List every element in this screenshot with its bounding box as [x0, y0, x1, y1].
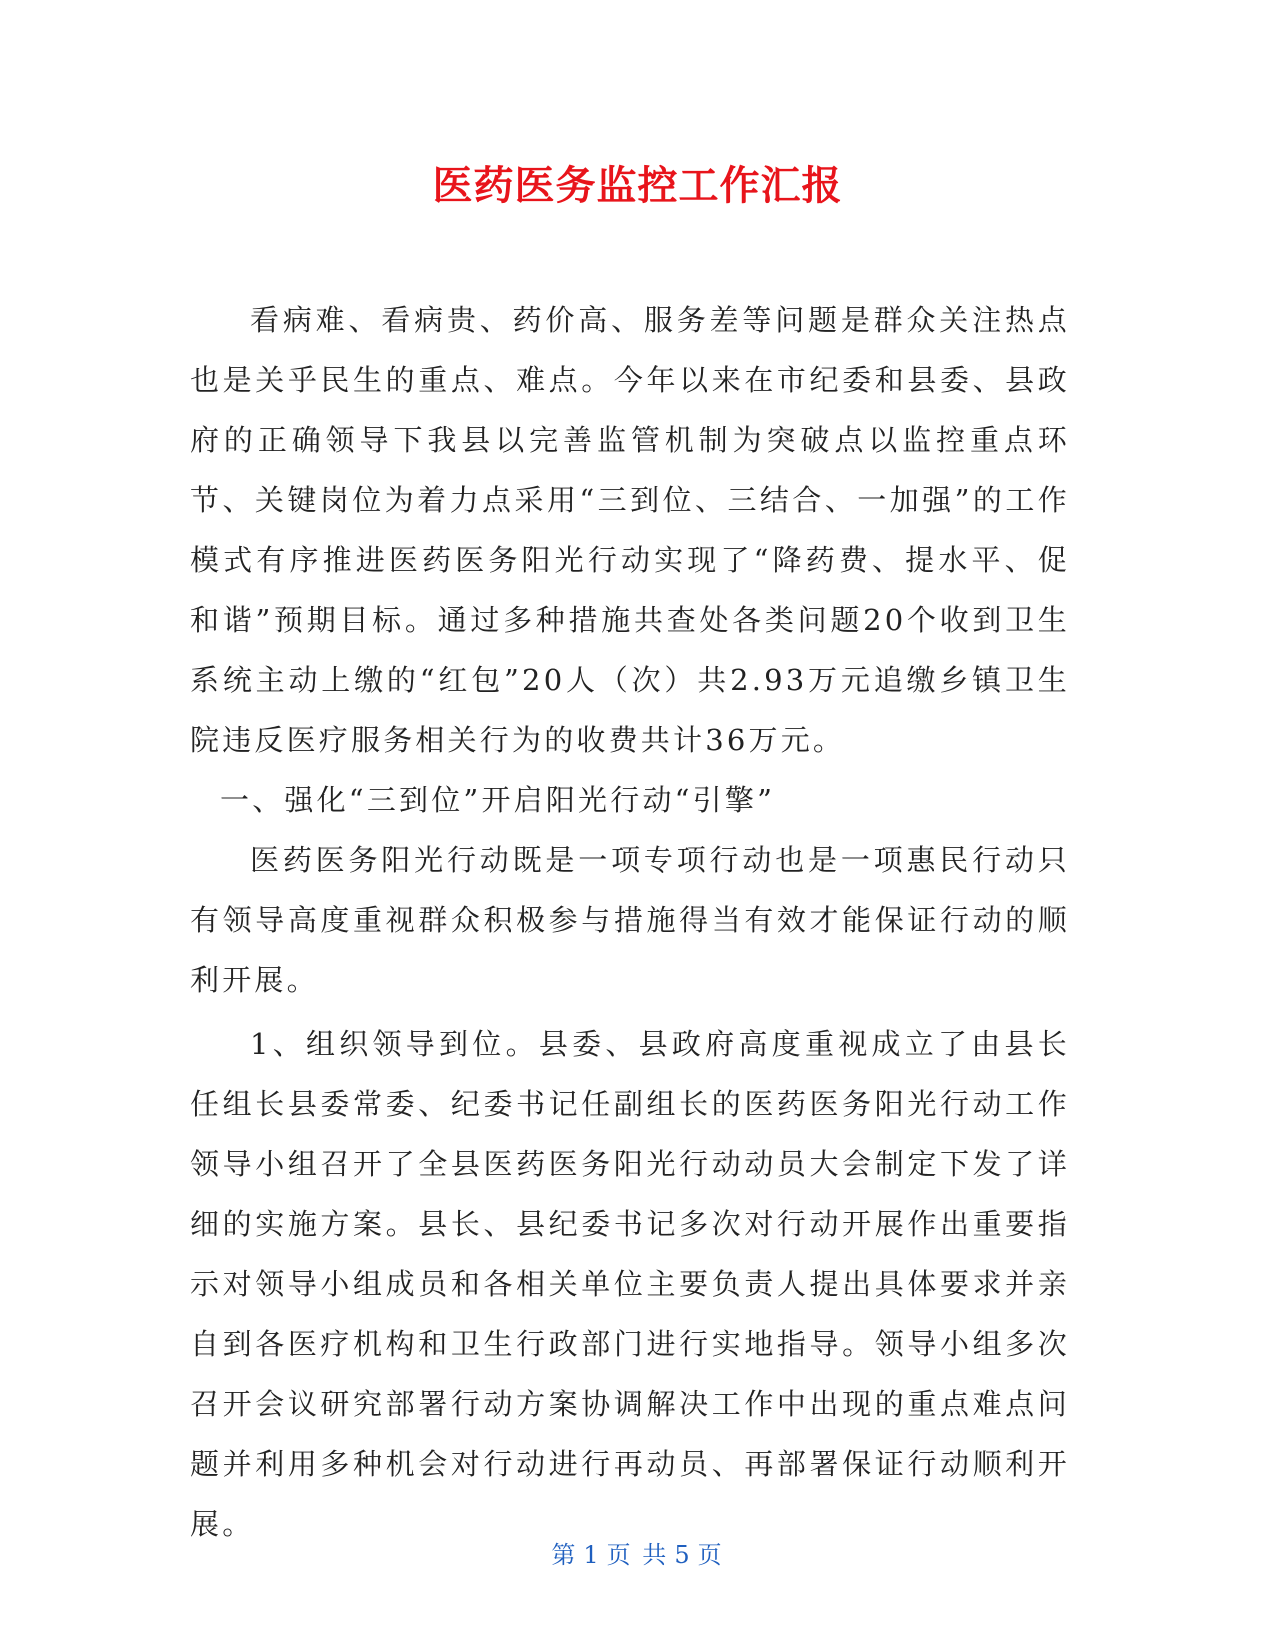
footer-prefix: 第 [551, 1541, 578, 1569]
page-footer [0, 1540, 1275, 1570]
section-intro-paragraph: 医药医务阳光行动既是一项专项行动也是一项惠民行动只有领导高度重视群众积极参与措施得当有效才能保证行动的顺利开展。 [190, 843, 1070, 997]
intro-paragraph: 看病难、看病贵、药价高、服务差等问题是群众关注热点也是关乎民生的重点、难点。今年以来在市纪委和县委、县政府的正确领导下我县以完善监管机制为突破点以监控重点环节、关键岗位为着力点采用“三到位、三结合、一加强”的工作模式有序推进医药医务阳光行动实现了“降药费、提水平、促和谐”预期目标。通过多种措施共查处各类问题20个收到卫生系统主动上缴的“红包”20人（次）共2.93万元追缴乡镇卫生院违反医疗服务相关行为的收费共计36万元。 [190, 303, 1070, 757]
footer-page-number: 1 [583, 1541, 601, 1569]
footer-middle: 页 共 [606, 1541, 669, 1569]
section-heading: 一、强化“三到位”开启阳光行动“引擎” [220, 783, 776, 817]
footer-total-pages: 5 [674, 1541, 692, 1569]
document-title: 医药医务监控工作汇报 [432, 163, 843, 209]
footer-suffix: 页 [697, 1541, 724, 1569]
numbered-paragraph: 1、组织领导到位。县委、县政府高度重视成立了由县长任组长县委常委、纪委书记任副组长的医药医务阳光行动工作领导小组召开了全县医药医务阳光行动动员大会制定下发了详细的实施方案。县长、县纪委书记多次对行动开展作出重要指示对领导小组成员和各相关单位主要负责人提出具体要求并亲自到各医疗机构和卫生行政部门进行实地指导。领导小组多次召开会议研究部署行动方案协调解决工作中出现的重点难点问题并利用多种机会对行动进行再动员、再部署保证行动顺利开展。 [190, 1027, 1070, 1541]
document-body [190, 290, 1070, 1554]
